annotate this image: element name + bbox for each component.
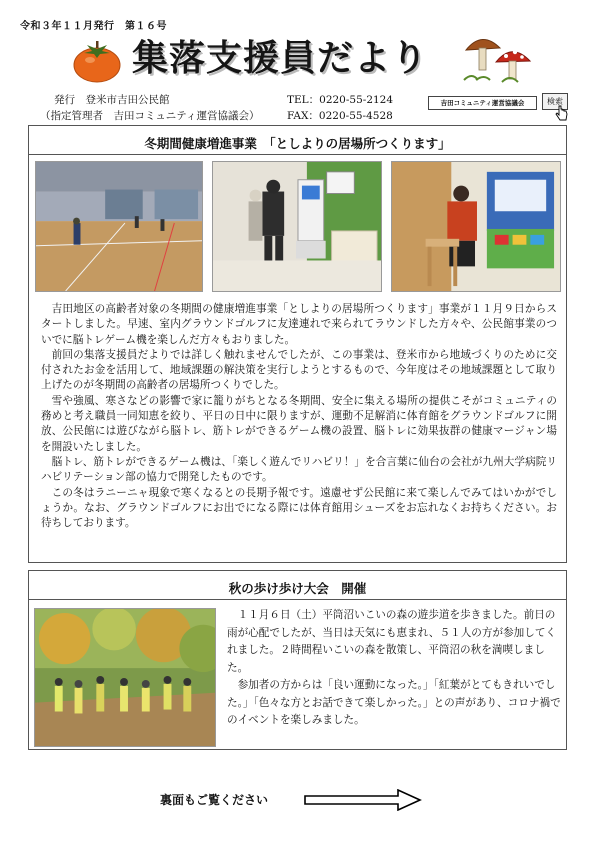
publisher-line: 発行 登米市吉田公民館 (54, 94, 170, 106)
contact-info (287, 92, 393, 124)
rehab-game-machine-photo (212, 161, 382, 292)
persimmon-icon (72, 38, 122, 84)
article-paragraph: 脳トレ、筋トレができるゲーム機は、「楽しく遊んでリハビリ！」を合言葉に仙台の会社が九州大学病院リハビリテーション部の協力で開発したものです。 (41, 455, 557, 484)
section-title: 秋の歩け歩け大会 開催 (228, 581, 367, 596)
fax-number: FAX：0220-55-4528 (287, 110, 393, 122)
health-project-section (28, 125, 567, 563)
autumn-walk-article (227, 607, 561, 730)
gym-ground-golf-photo (35, 161, 203, 292)
article-paragraph: 雪や強風、寒さなどの影響で家に籠りがちとなる冬期間、安全に集える場所の提供こそがコミュニティの務めと考え職員一同知恵を絞り、平日の日中に限りますが、運動不足解消に体育館をグラウンドゴルフに開放、公民館には遊びながら脳トレ、筋トレができるゲーム機の設置、脳トレに効果抜群の健康マージャン場を開設いたしました。 (41, 394, 557, 453)
autumn-walk-section (28, 570, 567, 750)
manager-line: （指定管理者 吉田コミュニティ運営協議会） (40, 110, 260, 122)
arrow-right-icon (304, 789, 422, 811)
divider (29, 599, 566, 600)
newsletter-title: 集落支援員だより (132, 38, 429, 79)
section-title: 冬期間健康増進事業 「としよりの居場所つくります」 (144, 136, 451, 151)
brain-training-photo (391, 161, 561, 292)
article-paragraph: １１月６日（土）平筒沼いこいの森の遊歩道を歩きました。前日の雨が心配でしたが、当日は天気にも恵まれ、５１人の方が参加してくれました。２時間程いこいの森を散策し、平筒沼の秋を満喫しました。 (227, 609, 557, 674)
tel-number: TEL：0220-55-2124 (287, 94, 394, 106)
mushroom-icon (462, 28, 534, 84)
forest-walk-photo (34, 608, 216, 747)
pointer-cursor-icon (555, 105, 569, 121)
article-paragraph: 前回の集落支援員だよりでは詳しく触れませんでしたが、この事業は、登米市から地域づくりのために交付されたお金を活用して、地域課題の解決策を実行しようとするもので、今年度はその地域課題として取り上げたのが冬期間の高齢者の居場所つくりでした。 (41, 348, 557, 392)
continue-notice: 裏面もご覧ください (160, 793, 269, 807)
publisher-info (40, 92, 259, 124)
article-paragraph: 参加者の方からは「良い運動になった。」「紅葉がとてもきれいでした。」「色々な方とお話できて楽しかった。」との声があり、コロナ禍でのイベントを楽しみました。 (227, 679, 561, 726)
article-paragraph: この冬はラニーニャ現象で寒くなるとの長期予報です。遠慮せず公民館に来て楽しんでみてはいかがでしょうか。なお、グラウンドゴルフにお出でになる際には体育館用シューズをお忘れなくお持ちください。お待ちしております。 (41, 486, 557, 530)
article-paragraph: 吉田地区の高齢者対象の冬期間の健康増進事業「としよりの居場所つくります」事業が１１月９日からスタートしました。早速、室内グラウンドゴルフに友達連れで来られてラウンドした方々や、公民館事業のついでに脳トレゲーム機を楽しんだ方々もおりました。 (41, 303, 557, 346)
association-search-box[interactable]: 吉田コミュニティ運営協議会 (428, 96, 537, 110)
health-project-article (41, 302, 557, 531)
search-button[interactable]: 検索 (542, 93, 568, 110)
divider (29, 154, 566, 155)
issue-line: 令和３年１１月発行 第１６号 (20, 21, 167, 32)
